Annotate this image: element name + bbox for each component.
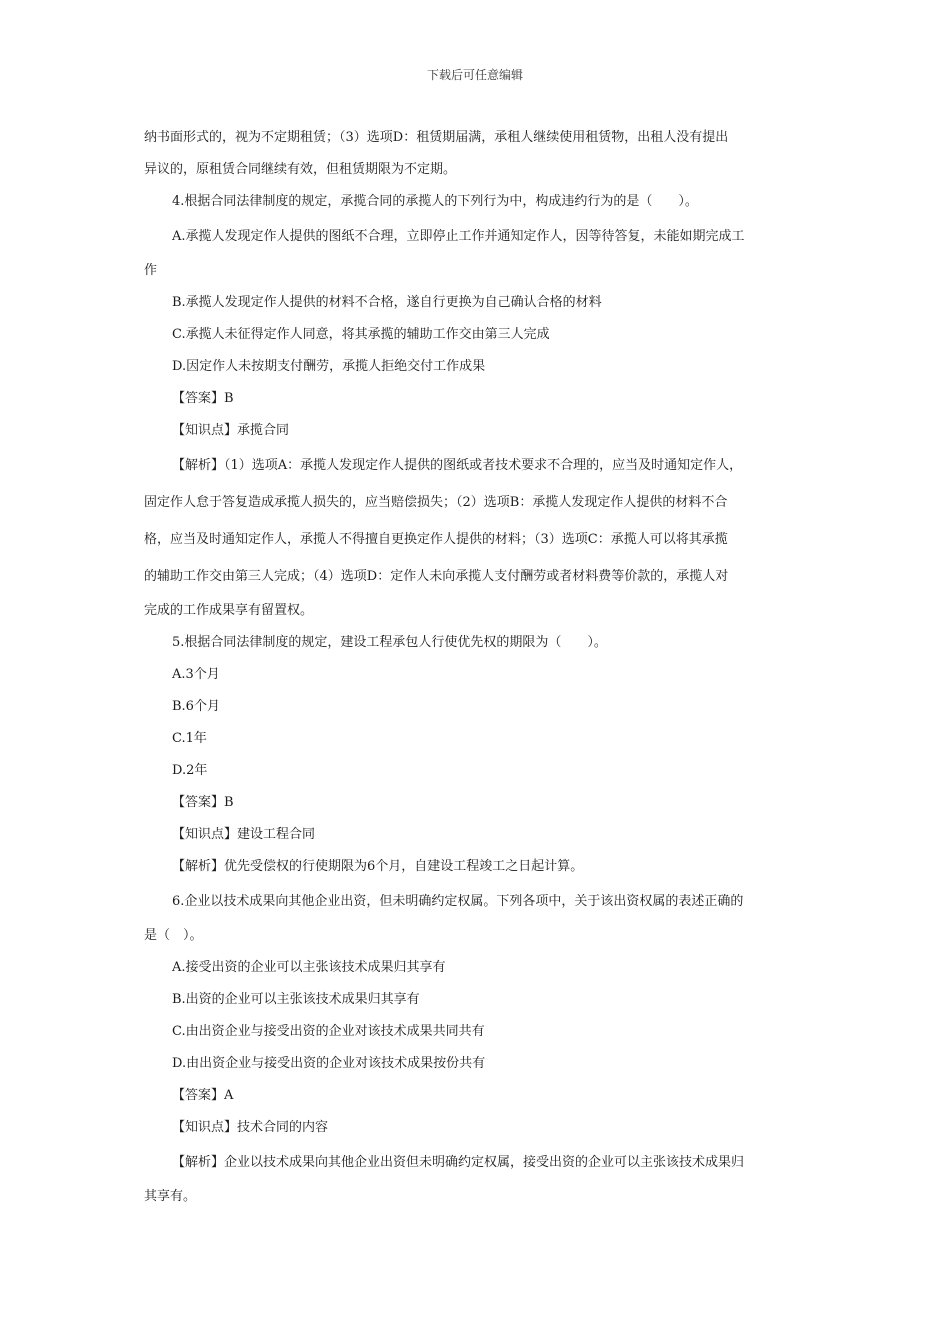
page-header: 下载后可任意编辑	[426, 68, 523, 82]
document-body	[144, 122, 806, 1213]
question-6-knowledge-point: 【知识点】技术合同的内容	[172, 1120, 329, 1135]
question-5-knowledge-point: 【知识点】建设工程合同	[172, 827, 316, 842]
text-line: 纳书面形式的，视为不定期租赁；（3）选项D：租赁期届满，承租人继续使用租赁物，出租人没有提出	[144, 130, 729, 145]
question-4-answer: 【答案】B	[172, 391, 234, 406]
question-4-analysis-cont: 格，应当及时通知定作人，承揽人不得擅自更换定作人提供的材料；（3）选项C：承揽人可以将其承揽	[144, 532, 728, 547]
question-4-analysis-cont: 完成的工作成果享有留置权。	[144, 603, 314, 618]
question-4-option-c: C.承揽人未征得定作人同意，将其承揽的辅助工作交由第三人完成	[172, 327, 550, 342]
question-6-analysis-cont: 其享有。	[144, 1189, 197, 1204]
question-4-analysis-cont: 固定作人怠于答复造成承揽人损失的，应当赔偿损失；（2）选项B：承揽人发现定作人提供的材料不合	[144, 495, 728, 510]
question-4-option-a: A.承揽人发现定作人提供的图纸不合理，立即停止工作并通知定作人，因等待答复，未能如期完成工	[172, 229, 745, 244]
question-4-option-a-cont: 作	[144, 263, 158, 278]
question-5-answer: 【答案】B	[172, 795, 234, 810]
question-6-stem: 6.企业以技术成果向其他企业出资，但未明确约定权属。下列各项中，关于该出资权属的表述正确的	[172, 894, 744, 909]
question-6-stem-cont: 是（ ）。	[144, 928, 203, 943]
question-5-analysis: 【解析】优先受偿权的行使期限为6个月，自建设工程竣工之日起计算。	[172, 859, 584, 874]
question-5-stem: 5.根据合同法律制度的规定，建设工程承包人行使优先权的期限为（ ）。	[172, 635, 607, 650]
question-4-stem: 4.根据合同法律制度的规定，承揽合同的承揽人的下列行为中，构成违约行为的是（ ）。	[172, 194, 698, 209]
text-line: 异议的，原租赁合同继续有效，但租赁期限为不定期。	[144, 162, 457, 177]
question-6-option-b: B.出资的企业可以主张该技术成果归其享有	[172, 992, 420, 1007]
question-5-option-a: A.3个月	[172, 667, 220, 682]
question-5-option-b: B.6个月	[172, 699, 220, 714]
question-6-option-c: C.由出资企业与接受出资的企业对该技术成果共同共有	[172, 1024, 485, 1039]
question-4-knowledge-point: 【知识点】承揽合同	[172, 423, 290, 438]
question-4-analysis: 【解析】（1）选项A：承揽人发现定作人提供的图纸或者技术要求不合理的，应当及时通知定作人，	[172, 458, 743, 473]
question-4-analysis-cont: 的辅助工作交由第三人完成；（4）选项D：定作人未向承揽人支付酬劳或者材料费等价款的，承揽人对	[144, 569, 729, 584]
question-5-option-c: C.1年	[172, 731, 207, 746]
question-4-option-d: D.因定作人未按期支付酬劳，承揽人拒绝交付工作成果	[172, 359, 486, 374]
question-6-analysis: 【解析】企业以技术成果向其他企业出资但未明确约定权属，接受出资的企业可以主张该技术成果归	[172, 1155, 745, 1170]
question-6-option-a: A.接受出资的企业可以主张该技术成果归其享有	[172, 960, 446, 975]
question-5-option-d: D.2年	[172, 763, 208, 778]
question-6-answer: 【答案】A	[172, 1088, 234, 1103]
question-6-option-d: D.由出资企业与接受出资的企业对该技术成果按份共有	[172, 1056, 486, 1071]
question-4-option-b: B.承揽人发现定作人提供的材料不合格，遂自行更换为自己确认合格的材料	[172, 295, 602, 310]
